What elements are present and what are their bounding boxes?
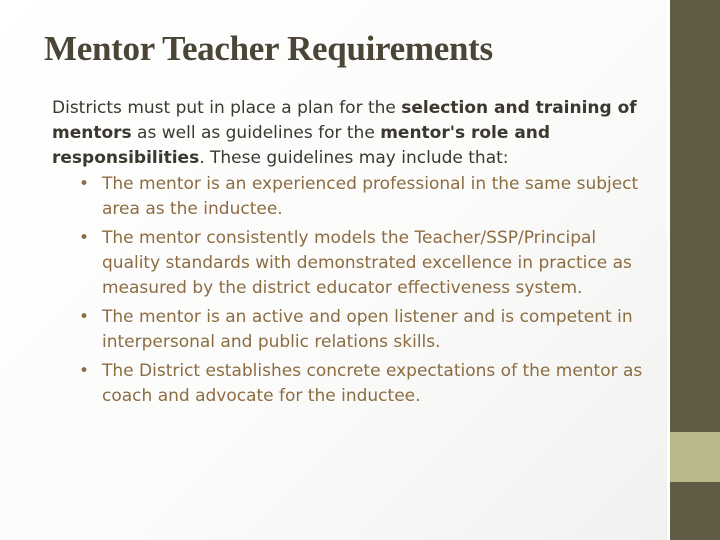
bullet-icon: • [79,174,90,194]
intro-paragraph [52,96,652,171]
list-item [52,226,652,301]
intro-text-3: . These guidelines may include that: [199,148,509,168]
slide-body [52,96,652,413]
list-item-text: The mentor consistently models the Teacher/SSP/Principal quality standards with demonstrated excellence in practice as measured by the district educator effectiveness system. [102,228,632,298]
intro-text-2: as well as guidelines for the [131,123,381,143]
decorative-accent-block [670,432,720,482]
intro-bold-role-responsibilities: mentor's role and responsibilities [52,123,551,168]
list-item-text: The mentor is an experienced professional in the same subject area as the inductee. [102,174,639,219]
guidelines-list [52,172,652,409]
intro-text-1: Districts must put in place a plan for the [52,98,402,118]
bullet-icon: • [79,307,90,327]
list-item [52,172,652,222]
bullet-icon: • [79,361,90,381]
bullet-icon: • [79,228,90,248]
list-item-text: The District establishes concrete expectations of the mentor as coach and advocate for the inductee. [102,361,643,406]
slide-title: Mentor Teacher Requirements [44,29,493,68]
list-item-text: The mentor is an active and open listener and is competent in interpersonal and public relations skills. [102,307,633,352]
list-item [52,305,652,355]
list-item [52,359,652,409]
intro-bold-selection-training: selection and training of mentors [52,98,637,143]
